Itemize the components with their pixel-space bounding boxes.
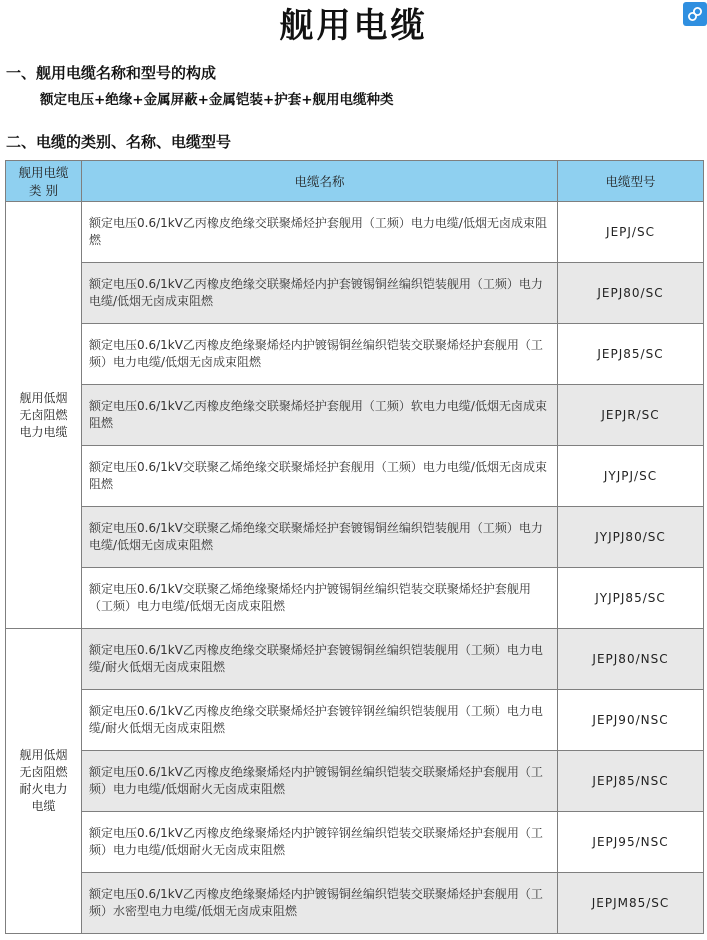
table-row	[6, 751, 704, 812]
cable-model: JEPJR/SC	[558, 385, 704, 446]
cable-model: JEPJ85/SC	[558, 324, 704, 385]
table-row	[6, 812, 704, 873]
table-row	[6, 263, 704, 324]
cable-model: JEPJ80/NSC	[558, 629, 704, 690]
category-cell: 舰用低烟 无卤阻燃 耐火电力 电缆	[6, 629, 82, 934]
table-row	[6, 629, 704, 690]
cable-model: JEPJ95/NSC	[558, 812, 704, 873]
table-row	[6, 507, 704, 568]
cable-name: 额定电压0.6/1kV乙丙橡皮绝缘聚烯烃内护镀锡铜丝编织铠装交联聚烯烃护套舰用（工频）电力电缆/低烟无卤成束阻燃	[82, 324, 558, 385]
table-header-row	[6, 161, 704, 202]
cable-model: JYJPJ/SC	[558, 446, 704, 507]
cable-model: JEPJ80/SC	[558, 263, 704, 324]
cable-name: 额定电压0.6/1kV乙丙橡皮绝缘聚烯烃内护镀锡铜丝编织铠装交联聚烯烃护套舰用（工频）电力电缆/低烟耐火无卤成束阻燃	[82, 751, 558, 812]
table-row	[6, 873, 704, 934]
link-icon[interactable]	[683, 2, 707, 26]
table-row	[6, 385, 704, 446]
table-row	[6, 324, 704, 385]
cable-name: 额定电压0.6/1kV乙丙橡皮绝缘聚烯烃内护镀锌钢丝编织铠装交联聚烯烃护套舰用（工频）电力电缆/低烟耐火无卤成束阻燃	[82, 812, 558, 873]
section1-heading: 一、舰用电缆名称和型号的构成	[6, 64, 217, 82]
section2-heading: 二、电缆的类别、名称、电缆型号	[6, 133, 232, 151]
cable-name: 额定电压0.6/1kV乙丙橡皮绝缘交联聚烯烃内护套镀锡铜丝编织铠装舰用（工频）电力电缆/低烟无卤成束阻燃	[82, 263, 558, 324]
header-category: 舰用电缆 类 别	[6, 161, 82, 202]
table-row	[6, 202, 704, 263]
cable-name: 额定电压0.6/1kV交联聚乙烯绝缘聚烯烃内护镀锡铜丝编织铠装交联聚烯烃护套舰用（工频）电力电缆/低烟无卤成束阻燃	[82, 568, 558, 629]
table-row	[6, 446, 704, 507]
cable-model: JYJPJ85/SC	[558, 568, 704, 629]
cable-name: 额定电压0.6/1kV乙丙橡皮绝缘交联聚烯烃护套镀锡铜丝编织铠装舰用（工频）电力电缆/耐火低烟无卤成束阻燃	[82, 629, 558, 690]
page-title: 舰用电缆	[279, 6, 428, 46]
cable-name: 额定电压0.6/1kV乙丙橡皮绝缘交联聚烯烃护套舰用（工频）软电力电缆/低烟无卤成束阻燃	[82, 385, 558, 446]
cable-name: 额定电压0.6/1kV乙丙橡皮绝缘交联聚烯烃护套镀锌钢丝编织铠装舰用（工频）电力电缆/耐火低烟无卤成束阻燃	[82, 690, 558, 751]
cable-model: JEPJ85/NSC	[558, 751, 704, 812]
header-model: 电缆型号	[558, 161, 704, 202]
table-row	[6, 568, 704, 629]
table-row	[6, 690, 704, 751]
naming-formula: 额定电压+绝缘+金属屏蔽+金属铠装+护套+舰用电缆种类	[40, 92, 394, 108]
cable-model: JEPJ90/NSC	[558, 690, 704, 751]
cable-model: JYJPJ80/SC	[558, 507, 704, 568]
cable-spec-table	[5, 160, 704, 934]
cable-model: JEPJM85/SC	[558, 873, 704, 934]
cable-name: 额定电压0.6/1kV乙丙橡皮绝缘聚烯烃内护镀锡铜丝编织铠装交联聚烯烃护套舰用（工频）水密型电力电缆/低烟无卤成束阻燃	[82, 873, 558, 934]
cable-model: JEPJ/SC	[558, 202, 704, 263]
cable-name: 额定电压0.6/1kV乙丙橡皮绝缘交联聚烯烃护套舰用（工频）电力电缆/低烟无卤成束阻燃	[82, 202, 558, 263]
header-name: 电缆名称	[82, 161, 558, 202]
cable-name: 额定电压0.6/1kV交联聚乙烯绝缘交联聚烯烃护套舰用（工频）电力电缆/低烟无卤成束阻燃	[82, 446, 558, 507]
category-cell: 舰用低烟 无卤阻燃 电力电缆	[6, 202, 82, 629]
cable-name: 额定电压0.6/1kV交联聚乙烯绝缘交联聚烯烃护套镀锡铜丝编织铠装舰用（工频）电力电缆/低烟无卤成束阻燃	[82, 507, 558, 568]
